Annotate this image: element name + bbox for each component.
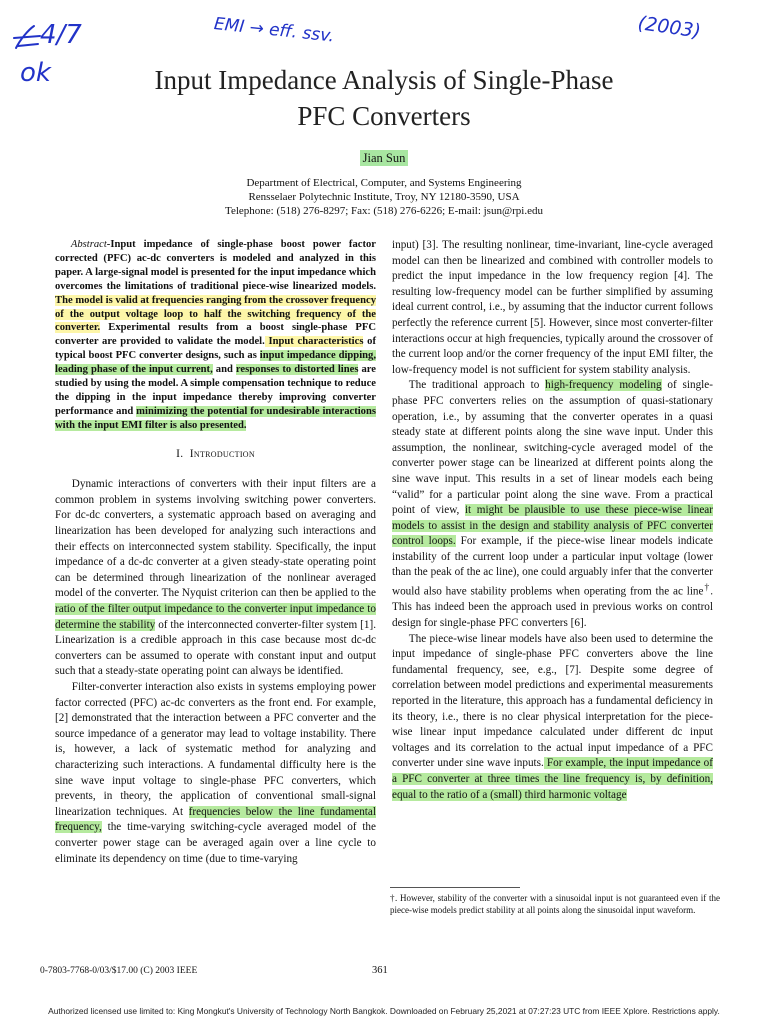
affiliation-contact: Telephone: (518) 276-8297; Fax: (518) 276-6226; E-mail: jsun@rpi.edu: [225, 205, 543, 217]
title-line-1: Input Impedance Analysis of Single-Phase: [154, 65, 614, 95]
highlight: responses to distorted lines: [235, 364, 359, 376]
author-name: Jian Sun: [360, 150, 409, 166]
highlight: For example, the input impedance of a PFC converter at three times the line frequency is, by definition, equal to the ratio of a (small) third harmonic voltage: [392, 757, 714, 801]
highlight: high-frequency modeling: [545, 379, 662, 392]
annotation-fraction: 4/7: [40, 20, 82, 50]
license-notice: Authorized licensed use limited to: King Mongkut's University of Technology North Bangkok. Downloaded on February 25,2021 at 07:27:23 UTC from IEEE Xplore. Restrictions apply.: [48, 1006, 720, 1016]
highlight: input impedance dipping, leading phase of the input current,: [55, 350, 376, 376]
annotation-emi-note: EMI → eff. ssv.: [212, 14, 336, 47]
title-line-2: PFC Converters: [297, 101, 471, 131]
highlight: minimizing the potential for undesirable interactions with the input EMI filter is also presented.: [55, 405, 376, 431]
annotation-year: (2003): [636, 12, 703, 43]
footnote-marker: †: [703, 583, 711, 594]
affiliation: [0, 176, 768, 218]
copyright-code: 0-7803-7768-0/03/$17.00 (C) 2003 IEEE: [40, 966, 198, 976]
paragraph: input) [3]. The resulting nonlinear, time-invariant, line-cycle averaged model can then be linearized and combined with controller models to predict the input impedance in the low frequency region [4]. The resulting low-frequency model can be further simplified by assuming ideal current control, i.e., by assuming that the inductor current follows perfectly the reference current [5]. However, since most converter-filter interactions occur at high frequencies, typically around the crossover of the current loop and/or the corner frequency of the input EMI filter, the low-frequency model is not sufficient for system stability analysis.: [392, 239, 713, 376]
paragraph: Dynamic interactions of converters with their input filters are a common problem in systems involving switching power converters. For dc-dc converters, a systematic approach based on averaging and linearization has been developed for analyzing such interactions and their effects on interconnected system stability. Specifically, the input impedance of a dc-dc converter at a given steady-state operating point can be determined through linearization of the nonlinear averaged model of the converter. The Nyquist criterion can then be applied to the ratio of the filter output impedance to the converter input impedance to determine the stability of the interconnected converter-filter system [1]. Linearization is a credible approach in this case because most dc-dc converters can be assumed to operate with constant input and output such that a steady-state operating point can always be identified.: [55, 478, 376, 678]
author: [0, 151, 768, 166]
left-column: [55, 238, 376, 867]
highlight: ratio of the filter output impedance to the converter input impedance to determine the stability: [55, 603, 376, 631]
highlight: frequencies below the line fundamental frequency,: [55, 805, 376, 834]
paragraph: The piece-wise linear models have also been used to determine the input impedance of single-phase PFC converters above the line fundamental frequency, see, e.g., [7]. Despite some degree of correlation between model predictions and experimental measurements reported in the literature, this approach has a fundamental deficiency in its theory, i.e., there is no clear physical interpretation for the piece-wise linear input impedance calculated under different dc input voltages and its correlation to the actual input impedance of a PFC converter under sine wave inputs. For example, the input impedance of a PFC converter at three times the line frequency is, by definition, equal to the ratio of a (small) third harmonic voltage: [392, 632, 714, 801]
abstract-label: Abstract: [70, 239, 107, 250]
affiliation-institute: Rensselaer Polytechnic Institute, Troy, NY 12180-3590, USA: [248, 191, 520, 203]
highlight: Input characteristics: [264, 336, 364, 348]
paragraph: The traditional approach to high-frequency modeling of single-phase PFC converters relies on the assumption of quasi-stationary operation, i.e., by assuming that the converter operates in a quasi steady state at different points along the sine wave input. Under this assumption, the nonlinear, switching-cycle averaged model of the converter power stage can be linearized at different points along the sine wave input. This results in a set of linear models each being “valid” for a particular point along the sine wave. From a practical point of view, it might be plausible to use these piece-wise linear models to assist in the design and stability analysis of PFC converter control loops. For example, if the piece-wise linear models indicate instability of the current loop under a particular input voltage (lower than the peak of the ac line), one could arguably infer that the converter would also have stability problems when operating from the ac line†. This has indeed been the approach used in previous works on control design for single-phase PFC converters [6].: [392, 379, 714, 629]
paper-title: [0, 62, 768, 134]
right-column: [392, 238, 713, 803]
highlight: The model is valid at frequencies ranging from the crossover frequency of the output voltage loop to half the switching frequency of the converter.: [55, 294, 376, 334]
footnote-rule: [390, 887, 520, 888]
paragraph: Filter-converter interaction also exists in systems employing power factor corrected (PFC) ac-dc converters as the front end. For example, [2] demonstrated that the interaction between a PFC converter and the source impedance of a generator may lead to voltage instability. There is, however, a lack of systematic method for analyzing and characterizing such interactions. A fundamental difficulty here is the sine wave input voltage to single-phase PFC converters, which prevents, in theory, the application of conventional small-signal linearization techniques. At frequencies below the line fundamental frequency, the time-varying switching-cycle averaged model of the converter power stage can be averaged again over a line cycle to eliminate its dependency on time (due to time-varying: [55, 681, 376, 865]
affiliation-dept: Department of Electrical, Computer, and Systems Engineering: [246, 177, 522, 189]
signature-mark: [10, 22, 44, 52]
footnote: †. However, stability of the converter with a sinusoidal input is not guaranteed even if the piece-wise models predict stability at all points along the sinusoidal input waveform.: [390, 893, 720, 915]
annotation-ok: ok: [20, 58, 51, 88]
abstract: Abstract-Input impedance of single-phase boost power factor corrected (PFC) ac-dc converters is modeled and analyzed in this paper. A large-signal model is presented for the input impedance which overcomes the limitations of traditional piece-wise linearized models. The model is valid at frequencies ranging from the crossover frequency of the output voltage loop to half the switching frequency of the converter. Experimental results from a boost single-phase PFC converter are provided to validate the model. Input characteristics of typical boost PFC converter designs, such as input impedance dipping, leading phase of the input current, and responses to distorted lines are studied by using the model. A simple compensation technique to reduce the dipping in the input impedance thereby improving converter performance and minimizing the potential for undesirable interactions with the input EMI filter is also presented.: [55, 239, 377, 431]
section-heading: I. Introduction: [176, 447, 255, 460]
highlight: it might be plausible to use these piece-wise linear models to assist in the design and stability analysis of PFC converter control loops.: [392, 504, 713, 548]
page-number: 361: [372, 965, 388, 976]
